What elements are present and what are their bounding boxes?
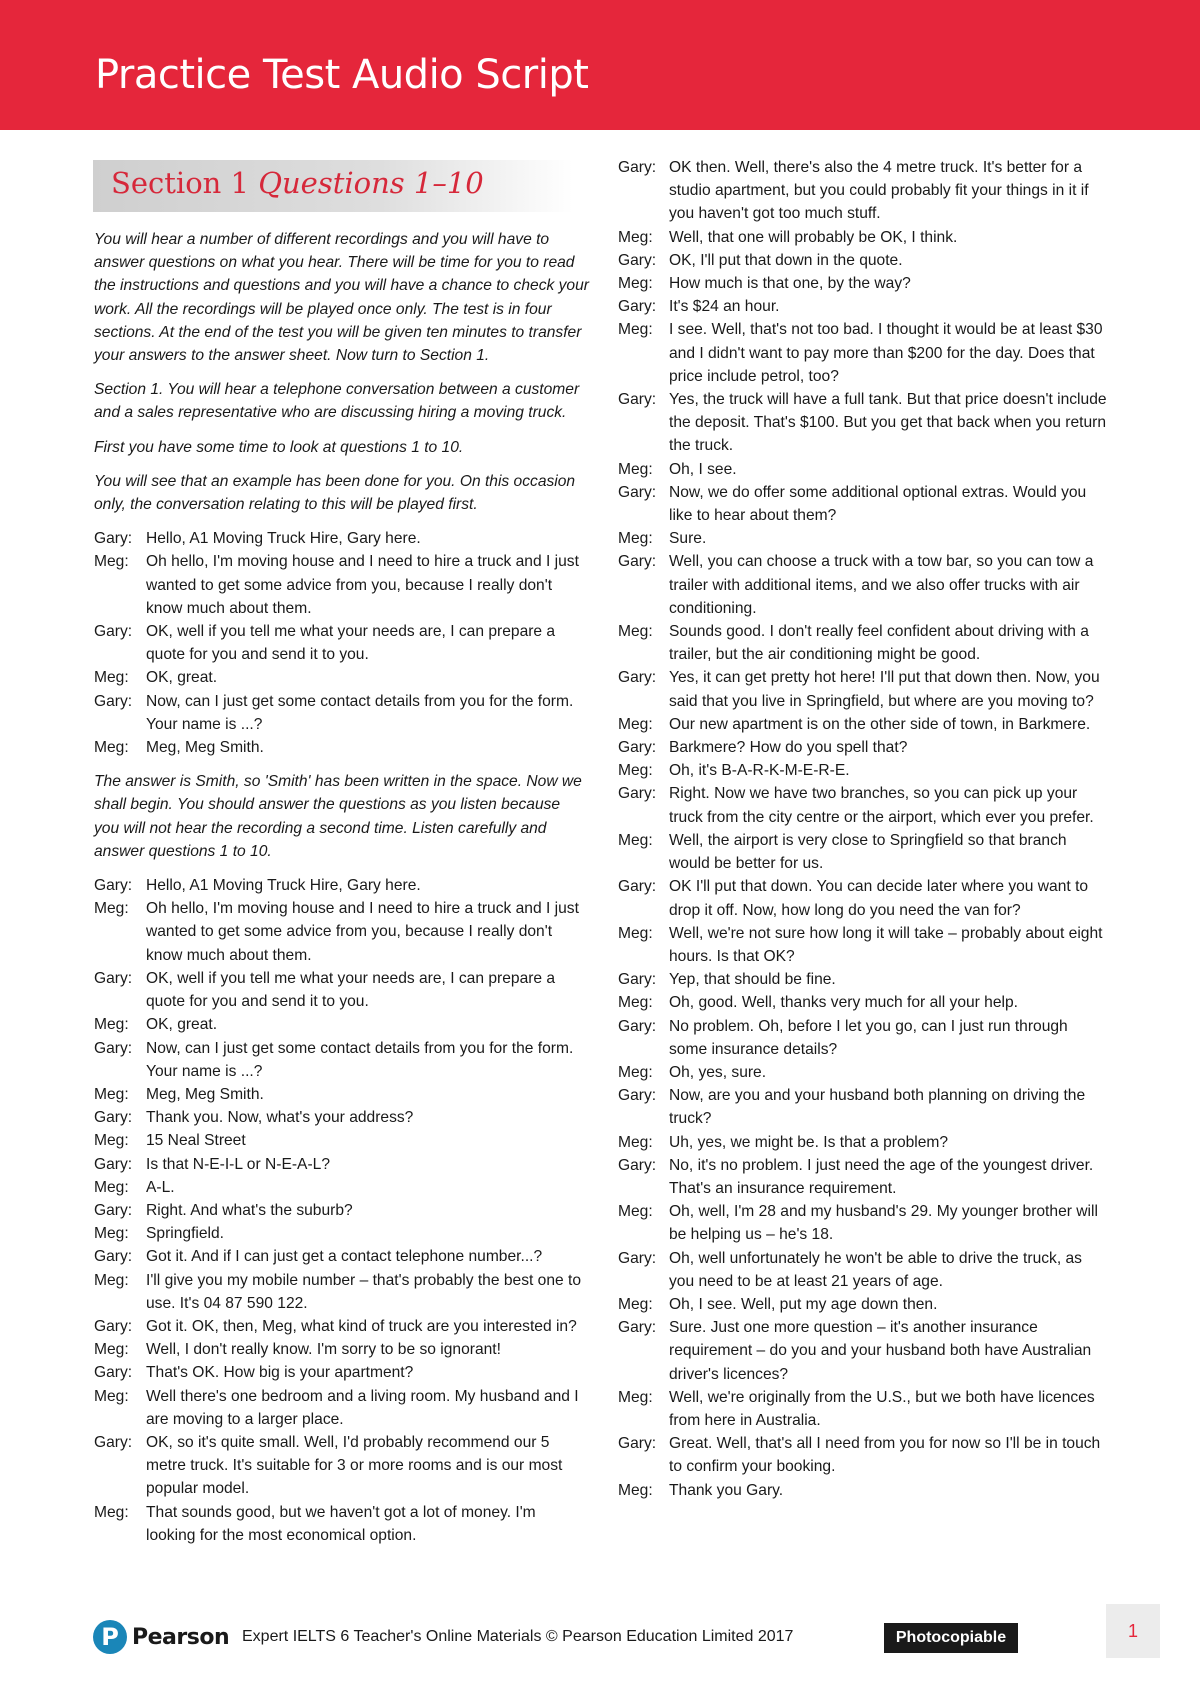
speaker-label: Meg:	[94, 1341, 129, 1359]
speaker-label: Gary:	[618, 553, 657, 571]
speaker-label: Gary:	[618, 1017, 657, 1035]
dialogue-text: Yes, the truck will have a full tank. But that price doesn't include the deposit. That's $100. But you get that back when you return the truck.	[669, 391, 1107, 455]
speaker-label: Meg:	[94, 739, 129, 757]
dialogue-line	[94, 1245, 589, 1268]
dialogue-text: Yes, it can get pretty hot here! I'll put that down then. Now, you said that you live in Springfield, but where are you moving to?	[669, 669, 1100, 710]
speaker-label: Gary:	[94, 1109, 133, 1127]
dialogue-line	[618, 550, 1108, 620]
dialogue-text: Well, we're originally from the U.S., but we both have licences from here in Australia.	[669, 1388, 1095, 1429]
pearson-logo	[93, 1620, 229, 1654]
dialogue-line	[94, 1361, 589, 1384]
speaker-label: Gary:	[94, 530, 133, 548]
dialogue-text: 15 Neal Street	[146, 1132, 246, 1150]
dialogue-text: Barkmere? How do you spell that?	[669, 739, 908, 757]
dialogue-text: OK, I'll put that down in the quote.	[669, 251, 903, 269]
dialogue-text: Great. Well, that's all I need from you for now so I'll be in touch to confirm your booking.	[669, 1435, 1101, 1476]
dialogue-text: Is that N-E-I-L or N-E-A-L?	[146, 1155, 330, 1173]
dialogue-line	[618, 922, 1108, 968]
speaker-label: Gary:	[618, 1435, 657, 1453]
section-title	[111, 166, 484, 200]
dialogue-text: Well, we're not sure how long it will take – probably about eight hours. Is that OK?	[669, 924, 1103, 965]
speaker-label: Gary:	[94, 623, 133, 641]
speaker-label: Meg:	[94, 1132, 129, 1150]
dialogue-text: Well there's one bedroom and a living room. My husband and I are moving to a larger place.	[146, 1387, 579, 1428]
speaker-label: Gary:	[618, 1249, 657, 1267]
intro-paragraph: First you have some time to look at questions 1 to 10.	[94, 438, 464, 456]
speaker-label: Gary:	[618, 878, 657, 896]
speaker-label: Meg:	[618, 228, 653, 246]
speaker-label: Gary:	[94, 877, 133, 895]
dialogue-line	[618, 1432, 1108, 1478]
speaker-label: Meg:	[618, 460, 653, 478]
page-title: Practice Test Audio Script	[95, 52, 589, 98]
dialogue-line	[618, 156, 1108, 226]
speaker-label: Gary:	[618, 251, 657, 269]
dialogue-line	[94, 1385, 589, 1431]
dialogue-text: Springfield.	[146, 1225, 225, 1243]
dialogue-text: Oh, I see. Well, put my age down then.	[669, 1295, 938, 1313]
dialogue-line	[618, 458, 1108, 481]
dialogue-line	[618, 1386, 1108, 1432]
dialogue-line	[618, 1200, 1108, 1246]
speaker-label: Gary:	[94, 692, 133, 710]
dialogue-line	[618, 759, 1108, 782]
dialogue-text: Meg, Meg Smith.	[146, 739, 264, 757]
speaker-label: Gary:	[94, 1433, 133, 1451]
intro-paragraph: You will see that an example has been done for you. On this occasion only, the conversation relating to this will be played first.	[94, 472, 576, 514]
dialogue-line	[94, 1176, 589, 1199]
pearson-logo-icon: P	[93, 1620, 127, 1654]
dialogue-line	[94, 874, 589, 897]
dialogue-text: Meg, Meg Smith.	[146, 1085, 264, 1103]
speaker-label: Gary:	[618, 971, 657, 989]
dialogue-line	[618, 1316, 1108, 1386]
dialogue-line	[618, 782, 1108, 828]
example-dialogue	[94, 527, 589, 759]
dialogue-text: Now, can I just get some contact details from you for the form. Your name is ...?	[146, 692, 574, 733]
dialogue-line	[94, 1153, 589, 1176]
dialogue-line	[94, 1199, 589, 1222]
speaker-label: Gary:	[618, 159, 657, 176]
dialogue-text: Oh, yes, sure.	[669, 1063, 767, 1081]
speaker-label: Meg:	[94, 1503, 129, 1521]
dialogue-text: How much is that one, by the way?	[669, 275, 911, 293]
speaker-label: Meg:	[94, 1016, 129, 1034]
speaker-label: Meg:	[618, 924, 653, 942]
section-heading	[93, 160, 573, 212]
dialogue-line	[618, 1154, 1108, 1200]
dialogue-line	[94, 967, 589, 1013]
dialogue-line	[618, 295, 1108, 318]
dialogue-line	[618, 1247, 1108, 1293]
speaker-label: Gary:	[618, 739, 657, 757]
dialogue-text: OK, so it's quite small. Well, I'd probably recommend our 5 metre truck. It's suitable for 3 or more rooms and is our most popular model.	[146, 1433, 563, 1498]
dialogue-text: No problem. Oh, before I let you go, can I just run through some insurance details?	[669, 1017, 1068, 1058]
dialogue-text: I see. Well, that's not too bad. I thought it would be at least $30 and I didn't want to pay more than $200 for the day. Does that price include petrol, too?	[669, 321, 1103, 385]
dialogue-text: OK, great.	[146, 1016, 218, 1034]
dialogue-text: Yep, that should be fine.	[669, 971, 836, 989]
speaker-label: Meg:	[618, 994, 653, 1012]
dialogue-text: Well, that one will probably be OK, I think.	[669, 228, 958, 246]
dialogue-line	[618, 829, 1108, 875]
dialogue-line	[94, 1431, 589, 1501]
dialogue-line	[94, 1037, 589, 1083]
dialogue-line	[618, 1131, 1108, 1154]
dialogue-line	[618, 991, 1108, 1014]
dialogue-line	[94, 1315, 589, 1338]
dialogue-text: No, it's no problem. I just need the age of the youngest driver. That's an insurance requirement.	[669, 1156, 1094, 1197]
dialogue-line	[94, 1083, 589, 1106]
speaker-label: Gary:	[94, 1248, 133, 1266]
dialogue-text: OK, well if you tell me what your needs are, I can prepare a quote for you and send it to you.	[146, 969, 556, 1011]
speaker-label: Gary:	[618, 785, 657, 803]
dialogue-line	[94, 1106, 589, 1129]
speaker-label: Meg:	[618, 762, 653, 780]
dialogue-line	[618, 1015, 1108, 1061]
speaker-label: Meg:	[618, 1133, 653, 1151]
dialogue-line	[94, 1222, 589, 1245]
speaker-label: Gary:	[618, 391, 657, 409]
speaker-label: Meg:	[618, 715, 653, 733]
dialogue-text: Hello, A1 Moving Truck Hire, Gary here.	[146, 877, 421, 895]
dialogue-text: Right. Now we have two branches, so you can pick up your truck from the city centre or the airport, which ever you prefer.	[669, 785, 1094, 826]
dialogue-text: Sure.	[669, 530, 707, 548]
dialogue-text: Oh hello, I'm moving house and I need to hire a truck and I just wanted to get some advice from you, because I really don't know much about them.	[146, 900, 579, 964]
dialogue-text: Our new apartment is on the other side of town, in Barkmere.	[669, 715, 1091, 733]
dialogue-text: That sounds good, but we haven't got a lot of money. I'm looking for the most economical option.	[146, 1503, 536, 1544]
dialogue-line	[618, 620, 1108, 666]
speaker-label: Meg:	[618, 831, 653, 849]
speaker-label: Gary:	[94, 1201, 133, 1219]
dialogue-line	[94, 1338, 589, 1361]
dialogue-line	[618, 1293, 1108, 1316]
page-number: 1	[1106, 1604, 1160, 1658]
dialogue-text: A-L.	[146, 1178, 175, 1196]
dialogue-line	[618, 249, 1108, 272]
dialogue-line	[618, 272, 1108, 295]
dialogue-text: Right. And what's the suburb?	[146, 1201, 353, 1219]
dialogue-text: Oh, I see.	[669, 460, 737, 478]
dialogue-line	[618, 481, 1108, 527]
speaker-label: Meg:	[618, 1063, 653, 1081]
dialogue-text: Well, you can choose a truck with a tow bar, so you can tow a trailer with additional items, and we also offer trucks with air conditioning.	[669, 553, 1094, 617]
dialogue-line	[618, 1479, 1108, 1502]
dialogue-text: Sure. Just one more question – it's another insurance requirement – do you and your husband both have Australian driver's licences?	[669, 1319, 1092, 1383]
dialogue-text: OK I'll put that down. You can decide later where you want to drop it off. Now, how long do you need the van for?	[669, 878, 1089, 919]
section-label: Section 1	[111, 166, 250, 200]
speaker-label: Meg:	[618, 1481, 653, 1499]
answer-paragraph: The answer is Smith, so 'Smith' has been written in the space. Now we shall begin. You should answer the questions as you listen because you will not hear the recording a second time. Listen carefully and answer questions 1 to 10.	[94, 773, 582, 860]
speaker-label: Meg:	[94, 1225, 129, 1243]
speaker-label: Meg:	[618, 1295, 653, 1313]
dialogue-line	[94, 897, 589, 967]
dialogue-line	[618, 527, 1108, 550]
speaker-label: Meg:	[94, 1178, 129, 1196]
speaker-label: Gary:	[94, 1039, 133, 1057]
speaker-label: Meg:	[94, 1271, 129, 1289]
speaker-label: Gary:	[94, 1317, 133, 1335]
intro-paragraph: Section 1. You will hear a telephone conversation between a customer and a sales representative who are discussing hiring a moving truck.	[94, 381, 580, 422]
dialogue-line	[94, 1129, 589, 1152]
dialogue-text: OK, great.	[146, 669, 218, 687]
dialogue-line	[94, 1501, 589, 1547]
dialogue-text: Oh, it's B-A-R-K-M-E-R-E.	[669, 762, 850, 780]
dialogue-text: Oh, well, I'm 28 and my husband's 29. My younger brother will be helping us – he's 18.	[669, 1203, 1098, 1244]
speaker-label: Gary:	[618, 483, 657, 501]
pearson-logo-text: Pearson	[132, 1624, 230, 1650]
dialogue-line	[618, 1084, 1108, 1130]
dialogue-line	[94, 620, 589, 666]
speaker-label: Gary:	[94, 1155, 133, 1173]
photocopiable-badge: Photocopiable	[884, 1623, 1018, 1653]
dialogue-line	[94, 550, 589, 620]
dialogue-line	[618, 875, 1108, 921]
dialogue-line	[94, 527, 589, 550]
right-column	[618, 156, 1108, 1502]
speaker-label: Gary:	[618, 298, 657, 316]
dialogue-line	[618, 713, 1108, 736]
dialogue-line	[618, 736, 1108, 759]
speaker-label: Gary:	[618, 1087, 657, 1105]
speaker-label: Gary:	[618, 1319, 657, 1337]
dialogue-text: Now, can I just get some contact details from you for the form. Your name is ...?	[146, 1039, 574, 1080]
dialogue-text: I'll give you my mobile number – that's probably the best one to use. It's 04 87 590 122.	[146, 1271, 582, 1312]
intro-paragraph: You will hear a number of different recordings and you will have to answer questions on what you hear. There will be time for you to read the instructions and questions and you will have a chance to check your work. All the recordings will be played once only. The test is in four sections. At the end of the test you will be given ten minutes to transfer your answers to the answer sheet. Now turn to Section 1.	[94, 231, 589, 365]
section-questions: Questions 1–10	[258, 166, 484, 200]
dialogue-line	[94, 1013, 589, 1036]
dialogue-text: Well, I don't really know. I'm sorry to be so ignorant!	[146, 1341, 501, 1359]
speaker-label: Meg:	[94, 1387, 129, 1405]
dialogue-text: Oh hello, I'm moving house and I need to hire a truck and I just wanted to get some advice from you, because I really don't know much about them.	[146, 553, 579, 617]
speaker-label: Meg:	[94, 1085, 129, 1103]
dialogue-line	[618, 1061, 1108, 1084]
dialogue-text: Now, we do offer some additional optional extras. Would you like to hear about them?	[669, 483, 1087, 525]
page-header	[0, 0, 1200, 130]
dialogue-text: Now, are you and your husband both planning on driving the truck?	[669, 1087, 1086, 1128]
dialogue-text: Got it. And if I can just get a contact telephone number...?	[146, 1248, 543, 1266]
left-column	[94, 228, 589, 1547]
dialogue-line	[618, 318, 1108, 388]
speaker-label: Meg:	[94, 553, 129, 571]
dialogue-line	[618, 968, 1108, 991]
speaker-label: Meg:	[618, 321, 653, 339]
dialogue-text: Thank you. Now, what's your address?	[146, 1109, 414, 1127]
footer-copyright: Expert IELTS 6 Teacher's Online Materials © Pearson Education Limited 2017	[242, 1628, 794, 1645]
main-dialogue-right	[618, 156, 1108, 1502]
dialogue-line	[94, 690, 589, 736]
speaker-label: Meg:	[618, 1203, 653, 1221]
dialogue-line	[618, 388, 1108, 458]
dialogue-text: OK, well if you tell me what your needs are, I can prepare a quote for you and send it to you.	[146, 623, 556, 664]
dialogue-line	[94, 736, 589, 759]
speaker-label: Meg:	[94, 669, 129, 687]
dialogue-line	[94, 1269, 589, 1315]
dialogue-text: Well, the airport is very close to Springfield so that branch would be better for us.	[669, 831, 1067, 873]
speaker-label: Meg:	[618, 275, 653, 293]
dialogue-line	[94, 666, 589, 689]
dialogue-line	[618, 666, 1108, 712]
speaker-label: Meg:	[618, 623, 653, 641]
speaker-label: Meg:	[618, 1388, 653, 1406]
dialogue-text: OK then. Well, there's also the 4 metre truck. It's better for a studio apartment, but you could probably fit your things in it if you haven't got too much stuff.	[669, 159, 1089, 223]
dialogue-text: Hello, A1 Moving Truck Hire, Gary here.	[146, 530, 421, 548]
speaker-label: Meg:	[618, 530, 653, 548]
speaker-label: Gary:	[618, 1156, 657, 1174]
dialogue-text: That's OK. How big is your apartment?	[146, 1364, 414, 1382]
speaker-label: Gary:	[94, 969, 133, 987]
speaker-label: Meg:	[94, 900, 129, 918]
main-dialogue-left	[94, 874, 589, 1547]
dialogue-text: It's $24 an hour.	[669, 298, 780, 316]
speaker-label: Gary:	[94, 1364, 133, 1382]
dialogue-line	[618, 226, 1108, 249]
dialogue-text: Oh, well unfortunately he won't be able to drive the truck, as you need to be at least 21 years of age.	[669, 1249, 1082, 1290]
dialogue-text: Got it. OK, then, Meg, what kind of truck are you interested in?	[146, 1317, 577, 1335]
dialogue-text: Sounds good. I don't really feel confident about driving with a trailer, but the air conditioning might be good.	[669, 623, 1089, 664]
dialogue-text: Thank you Gary.	[669, 1481, 784, 1499]
dialogue-text: Oh, good. Well, thanks very much for all your help.	[669, 994, 1019, 1012]
speaker-label: Gary:	[618, 669, 657, 687]
dialogue-text: Uh, yes, we might be. Is that a problem?	[669, 1133, 949, 1151]
